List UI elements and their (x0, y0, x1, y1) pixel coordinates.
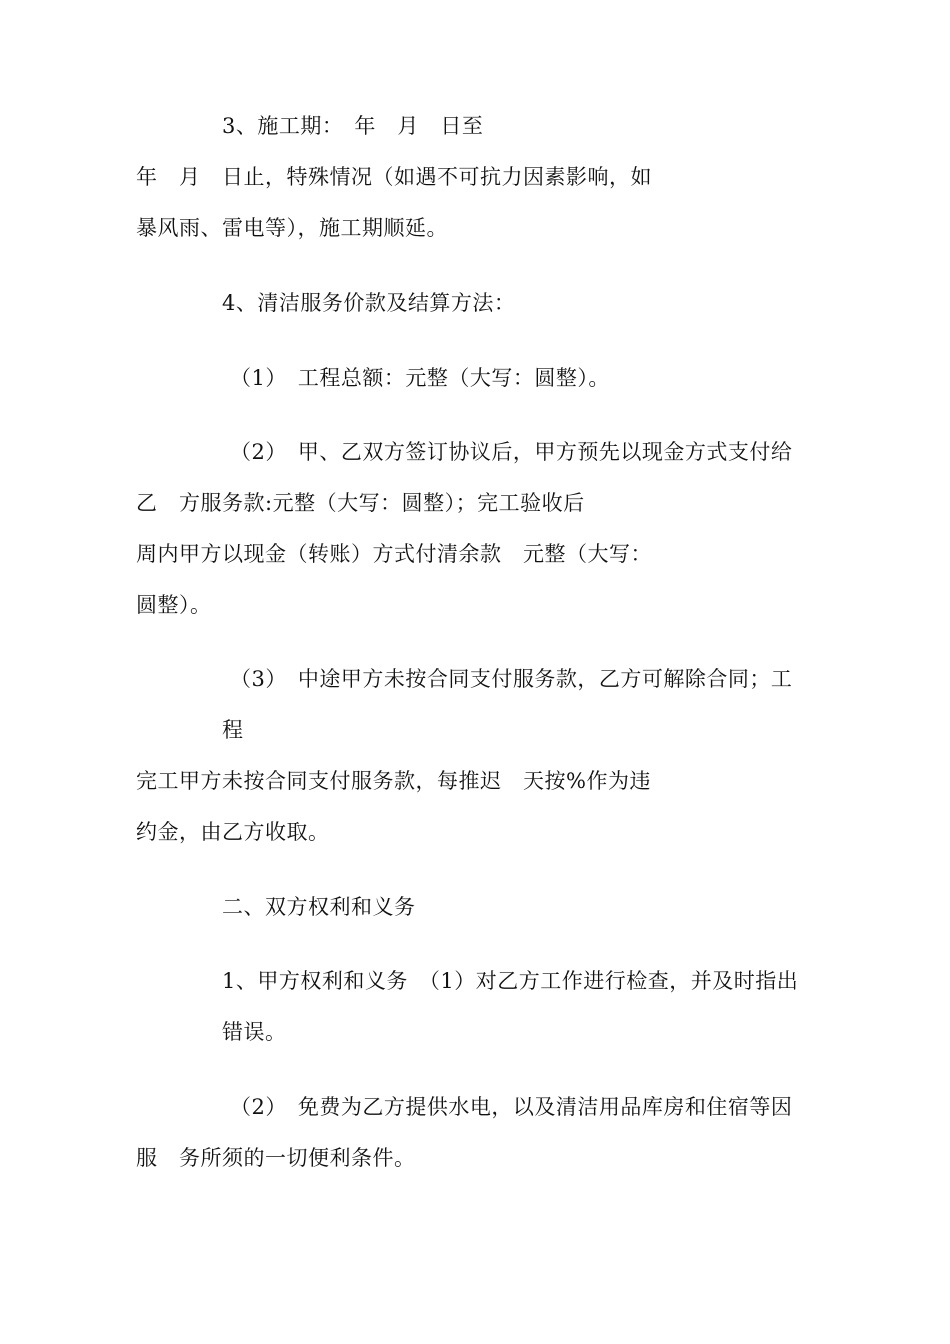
paragraph-line: 暴风雨、雷电等），施工期顺延。 (136, 216, 448, 240)
clause-1-party-a-rights: 1、甲方权利和义务 （1）对乙方工作进行检查，并及时指出 (222, 969, 799, 993)
paragraph-line: 约金，由乙方收取。 (136, 820, 330, 844)
paragraph-line: 年 月 日止，特殊情况（如遇不可抗力因素影响，如 (136, 165, 652, 189)
clause-4-heading: 4、清洁服务价款及结算方法： (222, 291, 516, 315)
paragraph-line: 完工甲方未按合同支付服务款，每推迟 天按%作为违 (136, 769, 651, 793)
item-1-total-amount: （1） 工程总额：元整（大写：圆整）。 (230, 366, 610, 390)
paragraph-line: 乙 方服务款:元整（大写：圆整）；完工验收后 (136, 491, 585, 515)
paragraph-line: 服 务所须的一切便利条件。 (136, 1146, 416, 1170)
item-2-payment: （2） 甲、乙双方签订协议后，甲方预先以现金方式支付给 (230, 440, 793, 464)
paragraph-line: 周内甲方以现金（转账）方式付清余款 元整（大写： (136, 542, 652, 566)
item-2-free-utilities: （2） 免费为乙方提供水电，以及清洁用品库房和住宿等因 (230, 1095, 793, 1119)
paragraph-line: 程 (222, 718, 244, 742)
section-2-heading: 二、双方权利和义务 (222, 895, 416, 919)
paragraph-line: 圆整）。 (136, 593, 212, 617)
clause-3-construction-period: 3、施工期： 年 月 日至 (222, 114, 484, 138)
item-3-termination: （3） 中途甲方未按合同支付服务款，乙方可解除合同；工 (230, 667, 793, 691)
paragraph-line: 错误。 (222, 1020, 287, 1044)
